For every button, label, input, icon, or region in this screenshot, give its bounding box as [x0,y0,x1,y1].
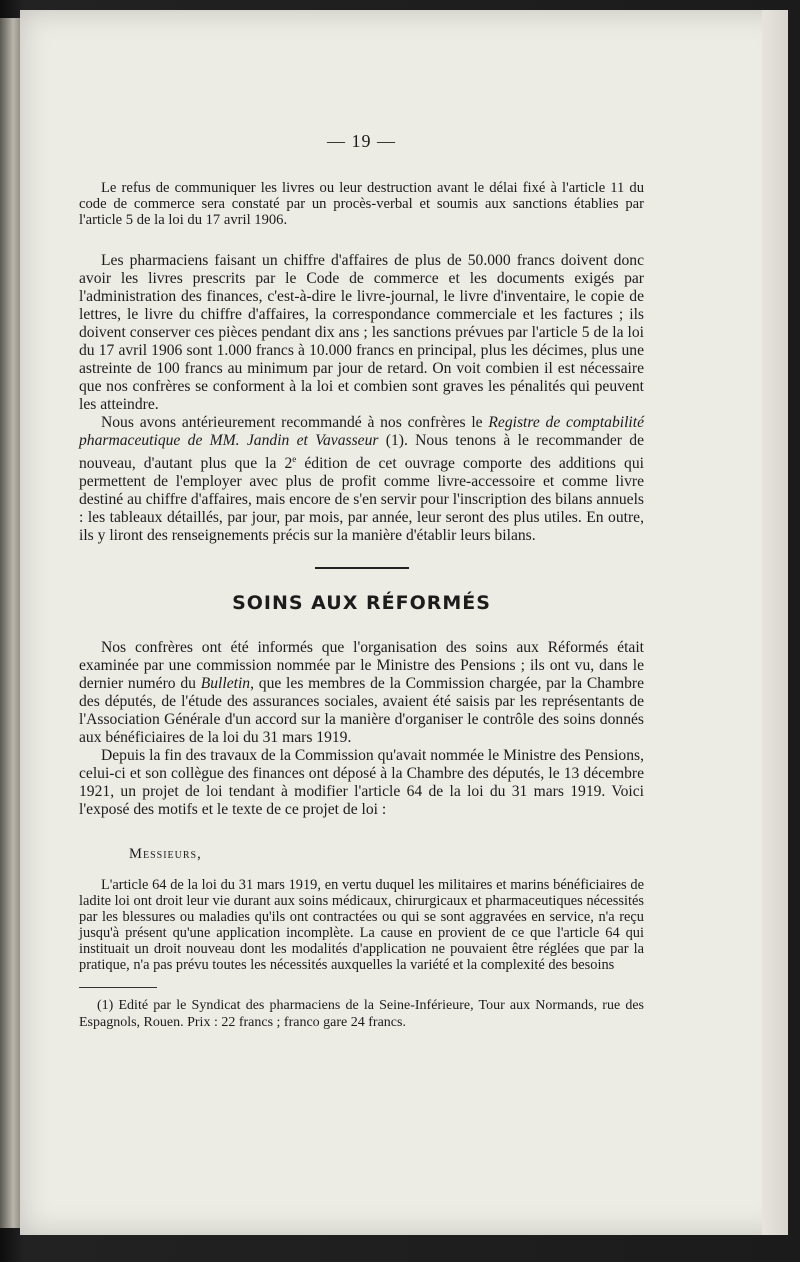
page-number: — 19 — [327,131,396,151]
registre-text-c: édition de cet ouvrage comporte des additions qui permettent de l'employer avec plus de profit comme livre-accessoire et comme livre destiné au chiffre d'affaires, mais encore de s'en servir pour l'inscription des bilans annuels : les tableaux détaillés, par jour, par mois, par année, leur seront des plus utiles. En outre, ils y liront des renseignements précis sur la manière d'établir leurs bilans. [79,455,644,545]
footnote-divider [79,987,157,988]
intro-paragraph: Le refus de communiquer les livres ou leur destruction avant le délai fixé à l'article 11 du code de commerce sera constaté par un procès-verbal et soumis aux sanctions établies par l'article 5 de la loi du 17 avril 1906. [79,180,644,228]
section-divider [315,567,409,569]
page-sheet [20,10,788,1235]
bulletin-title: Bulletin [200,675,251,693]
paragraph-pharmaciens: Les pharmaciens faisant un chiffre d'affaires de plus de 50.000 francs doivent donc avoir les livres prescrits par le Code de commerce et les documents exigés par l'administration des finances, c'est-à-dire le livre-journal, le livre d'inventaire, le copie de lettres, le livre du chiffre d'affaires, la correspondance commerciale et les factures ; ils doivent conserver ces pièces pendant dix ans ; les sanctions prévues par l'article 5 de la loi du 17 avril 1906 sont 1.000 francs à 10.000 francs en principal, plus les décimes, plus une astreinte de 100 francs au minimum par jour de retard. On voit combien il est nécessaire que nos confrères se conforment à la loi et combien sont graves les pénalités qui peuvent les atteindre. [79,252,644,413]
paragraph-article-64: L'article 64 de la loi du 31 mars 1919, en vertu duquel les militaires et marins bénéficiaires de ladite loi ont droit leur vie durant aux soins médicaux, chirurgicaux et pharmaceutiques nécessités par les blessures ou maladies qu'ils ont contractées ou qui se sont aggravées en service, n'a reçu jusqu'à présent qu'une application incomplète. La cause en provient de ce que l'article 64 qui instituait un droit nouveau dont les modalités d'application ne pouvaient être réglées que par la pratique, n'a pas prévu toutes les nécessités auxquelles la variété et la complexité des besoins [79,877,644,974]
paragraph-reformes [79,639,644,747]
reformes-text-a: Nos confrères ont été informés que l'organisation des soins aux Réformés était examinée par une commission nommée par le Ministre des Pensions ; ils ont vu, dans le dernier numéro du [79,639,644,693]
edition-superscript: e [292,454,297,464]
page-content [79,132,644,1031]
paragraph-projet-de-loi: Depuis la fin des travaux de la Commission qu'avait nommée le Ministre des Pensions, celui-ci et son collègue des finances ont déposé à la Chambre des députés, le 13 décembre 1921, un projet de loi tendant à modifier l'article 64 de la loi du 31 mars 1919. Voici l'exposé des motifs et le texte de ce projet de loi : [79,747,644,819]
section-title: SOINS AUX RÉFORMÉS [232,592,491,615]
footnote: (1) Edité par le Syndicat des pharmaciens de la Seine-Inférieure, Tour aux Normands, rue des Espagnols, Rouen. Prix : 22 francs ; franco gare 24 francs. [79,998,644,1031]
previous-page-edge [0,18,22,1228]
registre-text-a: Nous avons antérieurement recommandé à nos confrères le [101,414,489,431]
page-edge [762,10,788,1235]
salutation: Messieurs, [129,846,202,863]
registre-text-b: (1). Nous tenons à le recommander de nouveau, d'autant plus que la 2 [79,432,644,473]
registre-title: Registre de comptabilité pharmaceutique de MM. Jandin et Vavasseur [79,414,644,449]
reformes-text-b: , que les membres de la Commission chargée, par la Chambre des députés, de l'étude des assurances sociales, avaient été saisis par les représentants de l'Association Générale d'un accord sur la manière d'organiser le contrôle des soins donnés aux bénéficiaires de la loi du 31 mars 1919. [79,675,644,747]
paragraph-registre [79,414,644,545]
